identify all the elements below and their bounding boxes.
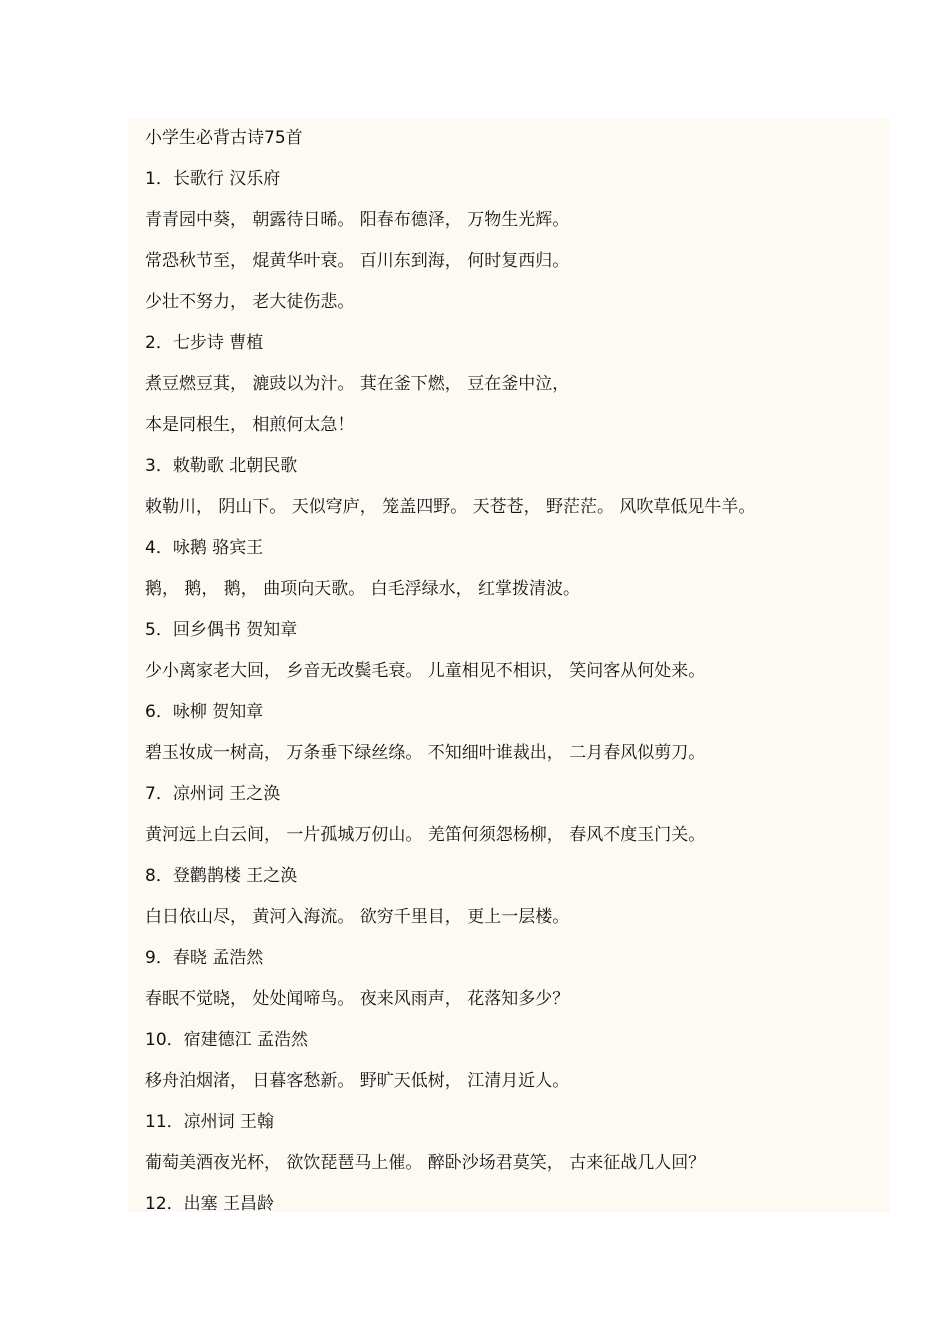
poem-line: 葡萄美酒夜光杯， 欲饮琵琶马上催。 醉卧沙场君莫笑， 古来征战几人回？	[145, 1153, 706, 1173]
poem-line: 春眠不觉晓， 处处闻啼鸟。 夜来风雨声， 花落知多少？	[145, 989, 570, 1009]
poem-heading: 11．凉州词 王翰	[145, 1112, 275, 1132]
document-title: 小学生必背古诗75首	[145, 128, 303, 148]
poem-heading: 8．登鹳鹊楼 王之涣	[145, 866, 298, 886]
poem-line: 常恐秋节至， 焜黄华叶衰。 百川东到海， 何时复西归。	[145, 251, 570, 271]
poem-heading: 7．凉州词 王之涣	[145, 784, 281, 804]
poem-heading: 2．七步诗 曹植	[145, 333, 264, 353]
poem-line: 白日依山尽， 黄河入海流。 欲穷千里目， 更上一层楼。	[145, 907, 570, 927]
poem-line: 鹅， 鹅， 鹅， 曲项向天歌。 白毛浮绿水， 红掌拨清波。	[145, 579, 581, 599]
poem-heading: 1．长歌行 汉乐府	[145, 169, 281, 189]
poem-line: 黄河远上白云间， 一片孤城万仞山。 羌笛何须怨杨柳， 春风不度玉门关。	[145, 825, 706, 845]
poem-heading: 4．咏鹅 骆宾王	[145, 538, 264, 558]
poem-heading: 5．回乡偶书 贺知章	[145, 620, 298, 640]
poem-line: 移舟泊烟渚， 日暮客愁新。 野旷天低树， 江清月近人。	[145, 1071, 570, 1091]
poem-heading: 6．咏柳 贺知章	[145, 702, 264, 722]
poem-line: 青青园中葵， 朝露待日晞。 阳春布德泽， 万物生光辉。	[145, 210, 570, 230]
poem-heading: 12．出塞 王昌龄	[145, 1194, 275, 1214]
poem-line: 煮豆燃豆萁， 漉豉以为汁。 萁在釜下燃， 豆在釜中泣，	[145, 374, 570, 394]
poem-line: 少小离家老大回， 乡音无改鬓毛衰。 儿童相见不相识， 笑问客从何处来。	[145, 661, 706, 681]
poem-heading: 10．宿建德江 孟浩然	[145, 1030, 309, 1050]
poem-line: 少壮不努力， 老大徒伤悲。	[145, 292, 355, 312]
poem-line: 碧玉妆成一树高， 万条垂下绿丝绦。 不知细叶谁裁出， 二月春风似剪刀。	[145, 743, 706, 763]
poem-heading: 3．敕勒歌 北朝民歌	[145, 456, 298, 476]
poem-line: 敕勒川， 阴山下。 天似穹庐， 笼盖四野。 天苍苍， 野茫茫。 风吹草低见牛羊。	[145, 497, 756, 517]
poem-text-list	[145, 118, 885, 1225]
poem-line: 本是同根生， 相煎何太急！	[145, 415, 355, 435]
poem-heading: 9．春晓 孟浩然	[145, 948, 264, 968]
